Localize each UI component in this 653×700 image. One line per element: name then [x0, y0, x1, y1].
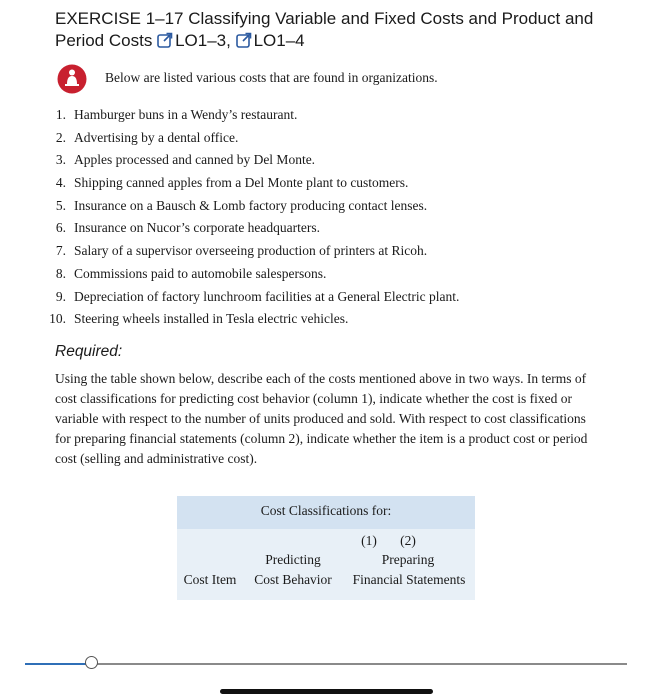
- lo-link-1-label: LO1–3,: [175, 31, 231, 50]
- lo-link-2-label: LO1–4: [253, 31, 305, 50]
- table-header: Cost Classifications for:: [177, 496, 475, 529]
- required-text: Using the table shown below, describe each of the costs mentioned above in two ways. In terms of cost classifications for predicting cost behavior (column 1), indicate whether the cost is fixed or variable with respect to the number of units produced and sold. With respect to cost classifications for preparing financial statements (column 2), indicate whether the item is a product cost or period cost (selling and administrative cost).: [55, 371, 588, 466]
- list-item: 2. Advertising by a dental office.: [55, 129, 239, 145]
- col2-label: Financial Statements: [352, 572, 466, 587]
- slider-track[interactable]: [25, 663, 627, 665]
- lo-link-2[interactable]: [236, 31, 305, 50]
- list-item: 9. Depreciation of factory lunchroom facilities at a General Electric plant.: [55, 288, 460, 304]
- exercise-title: [55, 8, 635, 52]
- intro-row: [55, 64, 625, 94]
- lo-link-1[interactable]: [157, 31, 236, 50]
- list-item: 5. Insurance on a Bausch & Lomb factory producing contact lenses.: [55, 197, 428, 213]
- list-item: 6. Insurance on Nucor’s corporate headquarters.: [55, 220, 321, 236]
- col1-label: Cost Behavior: [254, 572, 332, 587]
- list-item: 1. Hamburger buns in a Wendy’s restaurant.: [55, 107, 298, 122]
- page-slider[interactable]: [25, 655, 627, 675]
- exercise-title-text: EXERCISE 1–17 Classifying Variable and Fixed Costs and Product and Period Costs: [55, 9, 594, 50]
- list-item: 7. Salary of a supervisor overseeing production of printers at Ricoh.: [55, 243, 428, 259]
- table-body: [177, 529, 475, 600]
- external-link-icon: [236, 32, 252, 48]
- col2-top-label: Preparing: [381, 552, 435, 567]
- list-item: 10. Steering wheels installed in Tesla electric vehicles.: [49, 311, 349, 327]
- col1-number: (1): [361, 533, 377, 548]
- external-link-icon: [157, 32, 173, 48]
- list-item: 4. Shipping canned apples from a Del Monte plant to customers.: [55, 175, 409, 191]
- cost-list: [30, 104, 459, 331]
- list-item: 8. Commissions paid to automobile salespersons.: [55, 265, 327, 281]
- home-indicator[interactable]: [220, 689, 433, 694]
- col2-number: (2): [400, 533, 416, 548]
- alert-person-icon: [55, 64, 89, 94]
- col0-label: Cost Item: [183, 572, 237, 587]
- slider-fill: [25, 663, 91, 665]
- col1-top-label: Predicting: [265, 552, 321, 567]
- required-heading: Required:: [55, 343, 123, 360]
- list-item: 3. Apples processed and canned by Del Monte.: [55, 152, 316, 168]
- cost-classification-table: [177, 496, 475, 600]
- slider-thumb[interactable]: [85, 656, 98, 669]
- intro-text: Below are listed various costs that are found in organizations.: [105, 70, 438, 85]
